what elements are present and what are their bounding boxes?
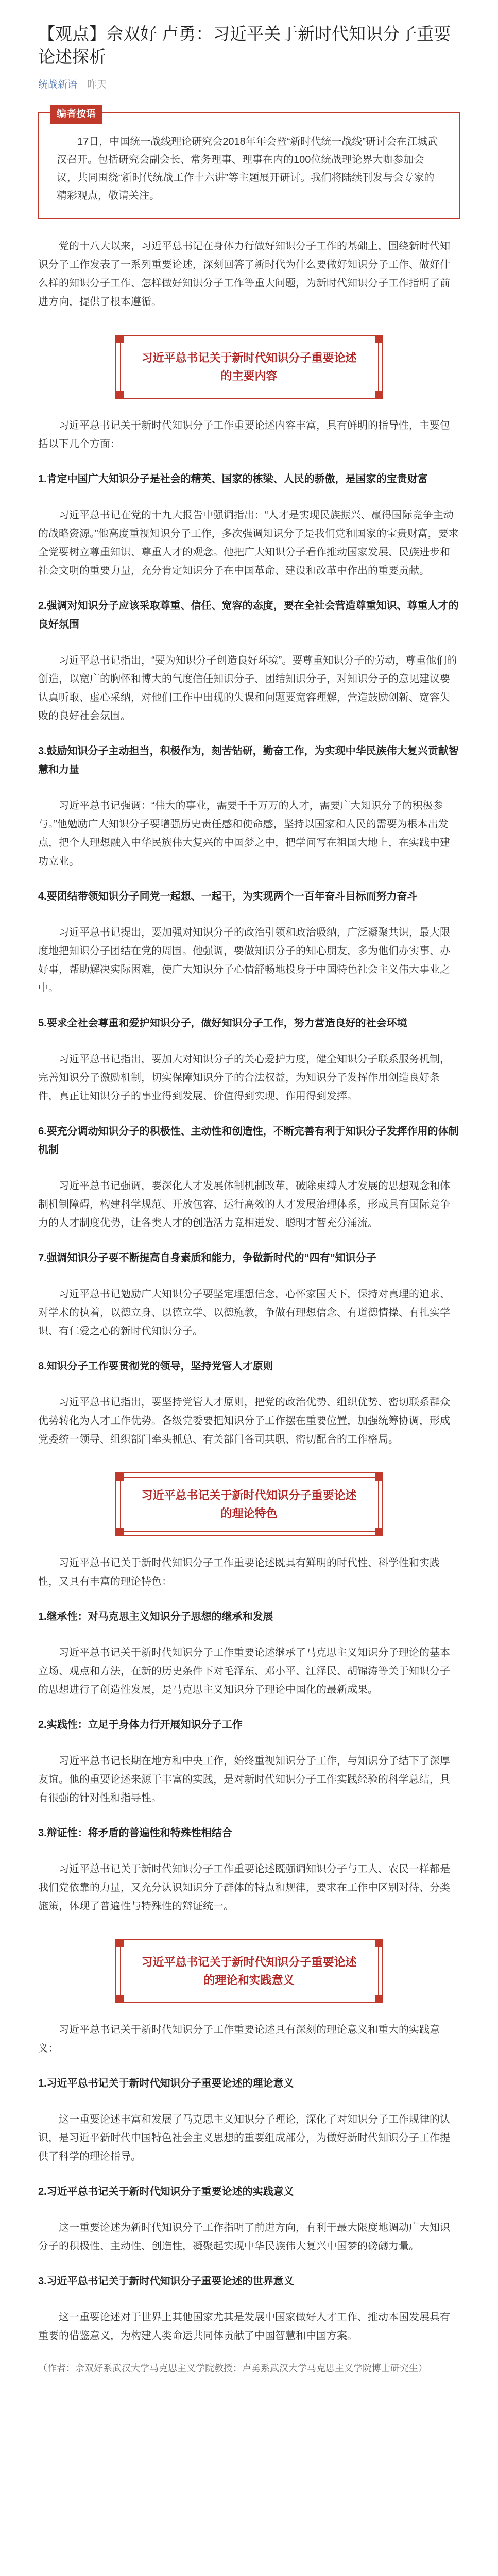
article-title: 【观点】佘双好 卢勇：习近平关于新时代知识分子重要论述探析 <box>38 24 451 66</box>
section-1-paragraph-7: 习近平总书记勉励广大知识分子要坚定理想信念，心怀家国天下，保持对真理的追求、对学术的执着，以德立身、以德立学、以德施教，争做有理想信念、有道德情操、有扎实学识、有仁爱之心的新时代知识分子。 <box>38 1289 450 1337</box>
section-3-heading-1: 1.习近平总书记关于新时代知识分子重要论述的理论意义 <box>38 2078 294 2090</box>
section-1-heading-6: 6.要充分调动知识分子的积极性、主动性和创造性，不断完善有利于知识分子发挥作用的体制机制 <box>38 1126 459 1156</box>
section-2-heading-3: 3.辩证性：将矛盾的普遍性和特殊性相结合 <box>38 1827 232 1839</box>
section-2-heading-2: 2.实践性：立足于身体力行开展知识分子工作 <box>38 1719 243 1731</box>
section-2-paragraph-1: 习近平总书记关于新时代知识分子工作重要论述继承了马克思主义知识分子理论的基本立场、观点和方法，在新的历史条件下对毛泽东、邓小平、江泽民、胡锦涛等关于知识分子的思想进行了创造性发展，是马克思主义知识分子理论中国化的最新成果。 <box>38 1647 450 1696</box>
section-2-heading-1: 1.继承性：对马克思主义知识分子思想的继承和发展 <box>38 1611 273 1623</box>
editor-note-box <box>38 109 460 219</box>
section-2-paragraph-3: 习近平总书记关于新时代知识分子工作重要论述既强调知识分子与工人、农民一样都是我们党依靠的力量，又充分认识知识分子群体的特点和规律，要求在工作中区别对待、分类施策，体现了普遍性与特殊性的辩证统一。 <box>38 1863 450 1912</box>
section-1-paragraph-2: 习近平总书记指出，“要为知识分子创造良好环境”。要尊重知识分子的劳动，尊重他们的创造，以宽广的胸怀和博大的气度信任知识分子、团结知识分子，对知识分子的意见建议要认真听取、虚心采纳，对他们工作中出现的失误和问题要宽容理解，营造鼓励创新、宽容失败的良好社会氛围。 <box>38 655 457 722</box>
author-credit: （作者：佘双好系武汉大学马克思主义学院教授；卢勇系武汉大学马克思主义学院博士研究生） <box>38 2363 427 2374</box>
section-1-paragraph-4: 习近平总书记提出，要加强对知识分子的政治引领和政治吸纳，广泛凝聚共识，最大限度地把知识分子团结在党的周围。他强调，要做知识分子的知心朋友，多为他们办实事、办好事，帮助解决实际困难，使广大知识分子心情舒畅地投身于中国特色社会主义伟大事业之中。 <box>38 927 450 994</box>
section-1-heading-5: 5.要求全社会尊重和爱护知识分子，做好知识分子工作，努力营造良好的社会环境 <box>38 1018 407 1029</box>
section-1-paragraph-1: 习近平总书记在党的十九大报告中强调指出：“人才是实现民族振兴、赢得国际竞争主动的战略资源。”他高度重视知识分子工作，多次强调知识分子是我们党和国家的宝贵财富，要求全党要树立尊重知识、尊重人才的观念。他把广大知识分子看作推动国家发展、民族进步和社会文明的重要力量，充分肯定知识分子在中国革命、建设和改革中作出的重要贡献。 <box>38 510 459 577</box>
section-3-heading-2: 2.习近平总书记关于新时代知识分子重要论述的实践意义 <box>38 2186 294 2198</box>
section-banner-1-text: 习近平总书记关于新时代知识分子重要论述的主要内容 <box>141 351 357 383</box>
section-banner-1 <box>115 335 383 399</box>
section-1-paragraph-5: 习近平总书记指出，要加大对知识分子的关心爱护力度，健全知识分子联系服务机制，完善知识分子激励机制，切实保障知识分子的合法权益，为知识分子发挥作用创造良好条件，真正让知识分子的事业得到发展、价值得到实现、作用得到发挥。 <box>38 1054 450 1103</box>
author-link[interactable]: 统战新语 <box>38 79 78 91</box>
section-1-heading-3: 3.鼓励知识分子主动担当，积极作为，刻苦钻研，勤奋工作，为实现中华民族伟大复兴贡献智慧和力量 <box>38 745 459 776</box>
section-3-paragraph-2: 这一重要论述为新时代知识分子工作指明了前进方向，有利于最大限度地调动广大知识分子的积极性、主动性、创造性，凝聚起实现中华民族伟大复兴中国梦的磅礴力量。 <box>38 2222 450 2252</box>
section-1-paragraph-3: 习近平总书记强调：“伟大的事业，需要千千万万的人才，需要广大知识分子的积极参与。”他勉励广大知识分子要增强历史责任感和使命感，坚持以国家和人民的需要为根本出发点，把个人理想融入中华民族伟大复兴的中国梦之中，把学问写在祖国大地上，在实践中建功立业。 <box>38 800 450 868</box>
intro-paragraph: 党的十八大以来，习近平总书记在身体力行做好知识分子工作的基础上，围绕新时代知识分子工作发表了一系列重要论述，深刻回答了新时代为什么要做好知识分子工作、做好什么样的知识分子工作、怎样做好知识分子工作等重大问题，为新时代知识分子工作指明了前进方向，提供了根本遵循。 <box>38 241 450 308</box>
section-1-paragraph-6: 习近平总书记强调，要深化人才发展体制机制改革，破除束缚人才发展的思想观念和体制机制障碍，构建科学规范、开放包容、运行高效的人才发展治理体系，形成具有国际竞争力的人才制度优势，让各类人才的创造活力竞相迸发、聪明才智充分涌流。 <box>38 1180 450 1229</box>
section-1-heading-4: 4.要团结带领知识分子同党一起想、一起干，为实现两个一百年奋斗目标而努力奋斗 <box>38 891 418 903</box>
publish-time: 昨天 <box>87 79 107 91</box>
section-banner-3-text: 习近平总书记关于新时代知识分子重要论述的理论和实践意义 <box>141 1955 357 1987</box>
section-1-heading-7: 7.强调知识分子要不断提高自身素质和能力，争做新时代的“四有”知识分子 <box>38 1252 376 1264</box>
section-banner-2-text: 习近平总书记关于新时代知识分子重要论述的理论特色 <box>141 1488 357 1520</box>
section-1-heading-2: 2.强调对知识分子应该采取尊重、信任、宽容的态度，要在全社会营造尊重知识、尊重人才的良好氛围 <box>38 600 459 631</box>
section-3-paragraph-3: 这一重要论述对于世界上其他国家尤其是发展中国家做好人才工作、推动本国发展具有重要的借鉴意义，为构建人类命运共同体贡献了中国智慧和中国方案。 <box>38 2312 450 2342</box>
section-2-intro: 习近平总书记关于新时代知识分子工作重要论述既具有鲜明的时代性、科学性和实践性，又具有丰富的理论特色： <box>38 1557 440 1588</box>
section-3-heading-3: 3.习近平总书记关于新时代知识分子重要论述的世界意义 <box>38 2276 294 2287</box>
section-1-heading-8: 8.知识分子工作要贯彻党的领导，坚持党管人才原则 <box>38 1361 273 1372</box>
section-banner-3 <box>115 1939 383 2003</box>
section-2-paragraph-2: 习近平总书记长期在地方和中央工作，始终重视知识分子工作，与知识分子结下了深厚友谊。他的重要论述来源于丰富的实践，是对新时代知识分子工作实践经验的科学总结，具有很强的针对性和指导性。 <box>38 1755 450 1804</box>
editor-note-tag: 编者按语 <box>50 105 102 124</box>
section-1-intro: 习近平总书记关于新时代知识分子工作重要论述内容丰富，具有鲜明的指导性，主要包括以下几个方面： <box>38 420 450 450</box>
section-3-intro: 习近平总书记关于新时代知识分子工作重要论述具有深刻的理论意义和重大的实践意义： <box>38 2024 440 2055</box>
article-meta <box>38 77 460 91</box>
section-1-paragraph-8: 习近平总书记指出，要坚持党管人才原则，把党的政治优势、组织优势、密切联系群众优势转化为人才工作优势。各级党委要把知识分子工作摆在重要位置，加强统筹协调，形成党委统一领导、组织部门牵头抓总、有关部门各司其职、密切配合的工作格局。 <box>38 1397 450 1446</box>
section-banner-2 <box>115 1472 383 1536</box>
section-1-heading-1: 1.肯定中国广大知识分子是社会的精英、国家的栋梁、人民的骄傲，是国家的宝贵财富 <box>38 473 428 485</box>
editor-note-text: 17日，中国统一战线理论研究会2018年年会暨“新时代统一战线”研讨会在江城武汉召开。包括研究会副会长、常务理事、理事在内的100位统战理论界大咖参加会议，共同围绕“新时代统战工作十六讲”等主题展开研讨。我们将陆续刊发与会专家的精彩观点，敬请关注。 <box>57 136 438 202</box>
section-3-paragraph-1: 这一重要论述丰富和发展了马克思主义知识分子理论，深化了对知识分子工作规律的认识，是习近平新时代中国特色社会主义思想的重要组成部分，为做好新时代知识分子工作提供了科学的理论指导。 <box>38 2114 450 2163</box>
